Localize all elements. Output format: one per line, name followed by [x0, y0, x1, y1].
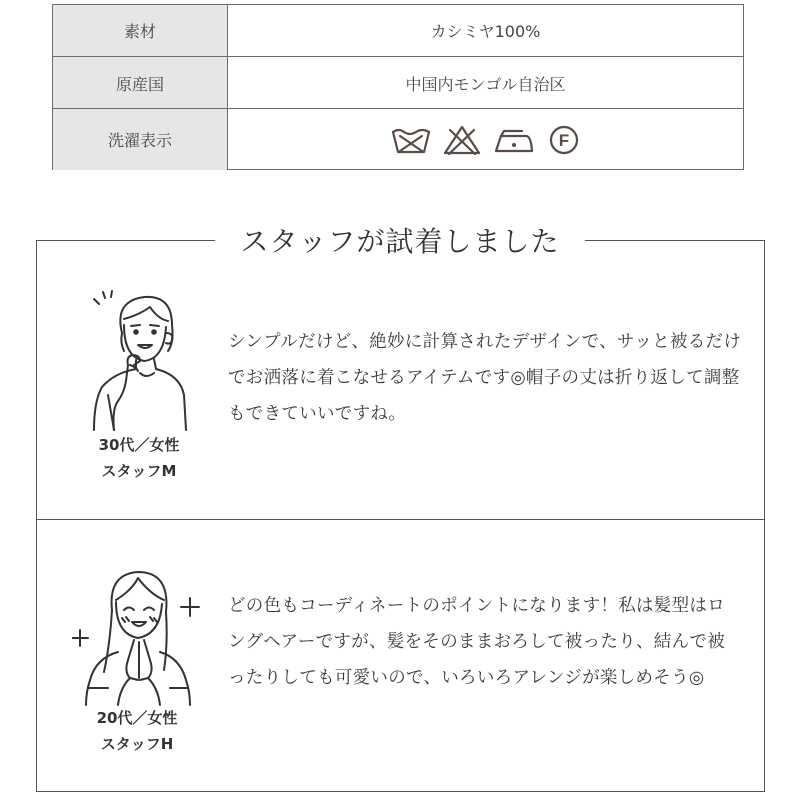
staff-m-avatar	[84, 285, 194, 435]
no-bleach-icon	[442, 124, 482, 156]
spec-value: 中国内モンゴル自治区	[405, 74, 566, 94]
staff-title: スタッフが試着しました	[240, 225, 560, 258]
hand-wash-icon	[390, 124, 432, 156]
staff-m-caption-line1: 30代／女性	[98, 436, 180, 454]
spec-row-origin	[53, 56, 743, 109]
care-letter: F	[558, 130, 569, 150]
staff-card-m	[36, 240, 765, 519]
spec-table	[52, 4, 744, 170]
staff-h-comment: どの色もコーディネートのポイントになります！私は髪型はロングヘアーですが、髪をそのままおろして被ったり、結んで被ったりしても可愛いので、いろいろアレンジが楽しめそう◎	[228, 596, 725, 688]
staff-h-caption-line1: 20代／女性	[96, 709, 178, 727]
spec-label: 原産国	[53, 57, 228, 109]
staff-card-h	[36, 520, 765, 792]
staff-h-avatar	[72, 560, 202, 710]
iron-low-icon	[492, 124, 536, 156]
staff-m-caption	[84, 432, 194, 484]
staff-h-caption-line2: スタッフH	[100, 735, 174, 753]
dry-clean-f-icon	[546, 124, 582, 156]
staff-m-comment: シンプルだけど、絶妙に計算されたデザインで、サッと被るだけでお洒落に着こなせるアイテムです◎帽子の丈は折り返して調整もできていいですね。	[228, 332, 742, 424]
care-symbols	[228, 109, 743, 170]
spec-row-care	[53, 108, 743, 170]
staff-h-caption	[82, 705, 192, 757]
spec-label: 洗濯表示	[53, 109, 228, 170]
spec-label: 素材	[53, 5, 228, 56]
spec-row-material	[53, 5, 743, 56]
spec-value: カシミヤ100%	[430, 22, 541, 41]
staff-m-caption-line2: スタッフM	[101, 462, 177, 480]
